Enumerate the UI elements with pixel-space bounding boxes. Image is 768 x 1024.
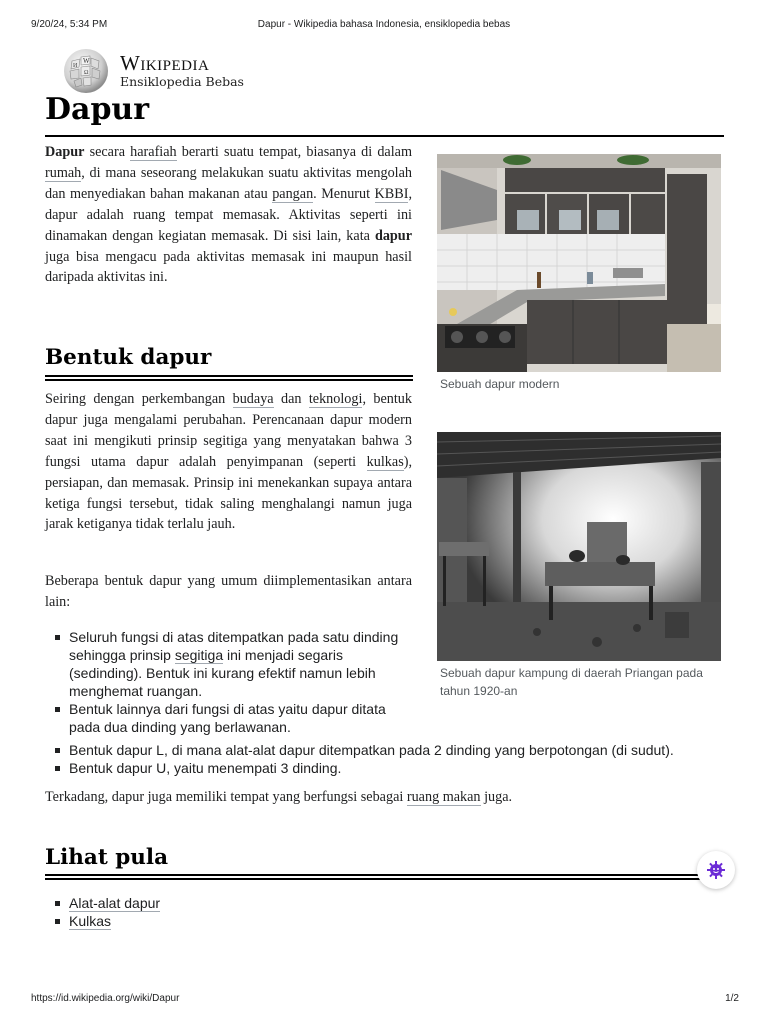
link-kulkas-inline[interactable]: kulkas (366, 453, 404, 470)
figure-caption-modern: Sebuah dapur modern (440, 377, 560, 391)
print-page-title: Dapur - Wikipedia bahasa Indonesia, ensiklopedia bebas (257, 19, 511, 30)
wikipedia-tagline: Ensiklopedia Bebas (120, 74, 244, 89)
appearance-settings-button[interactable] (697, 851, 735, 889)
intro-paragraph: Dapur secara harafiah berarti suatu tempat, biasanya di dalam rumah, di mana seseorang melakukan suatu aktivitas mengolah dan menyediakan bahan makanan atau pangan. Menurut KBBI, dapur adalah ruang tempat memasak. Aktivitas seperti ini dinamakan dengan kegiatan memasak. Di sisi lain, kata dapur juga bisa mengacu pada aktivitas memasak ini maupun hasil daripada aktivitas ini. (45, 144, 412, 286)
title-divider (45, 135, 724, 137)
bentuk-list (69, 628, 409, 736)
section-heading-bentuk-dapur: Bentuk dapur (45, 345, 212, 370)
figure-modern-kitchen (437, 154, 721, 393)
page-title: Dapur (45, 92, 150, 127)
wikipedia-globe-icon (62, 47, 110, 95)
bentuk-paragraph-1: Seiring dengan perkembangan budaya dan teknologi, bentuk dapur juga mengalami perubahan. Perencanaan dapur modern saat ini mengikuti prinsip segitiga yang menyatakan bahwa 3 fungsi utama dapur adalah penyimpanan (seperti kulkas), persiapan, dan memasak. Prinsip ini menekankan supaya antara ketiga fungsi tersebut, tidak saling menghalangi namun juga jarak ketiganya tidak terlalu jauh. (45, 391, 412, 533)
list-item: Bentuk dapur U, yaitu menempati 3 dinding. (69, 759, 739, 777)
print-url: https://id.wikipedia.org/wiki/Dapur (31, 993, 180, 1004)
see-also-item (69, 894, 369, 912)
section-divider-lihat (45, 874, 701, 880)
svg-text:W: W (83, 57, 90, 65)
bentuk-paragraph-3: Terkadang, dapur juga memiliki tempat yang berfungsi sebagai ruang makan juga. (45, 789, 513, 805)
list-item: Seluruh fungsi di atas ditempatkan pada satu dinding sehingga prinsip segitiga ini menjadi segaris (sedinding). Bentuk ini kurang efektif namun lebih menghemat ruangan. (69, 628, 409, 700)
see-also-list (69, 894, 369, 930)
term-bold-2: dapur (374, 227, 412, 244)
link-rumah[interactable]: rumah (45, 164, 82, 181)
settings-gear-icon (706, 860, 726, 880)
print-timestamp: 9/20/24, 5:34 PM (31, 19, 108, 30)
link-teknologi[interactable]: teknologi (308, 391, 363, 407)
see-also-item (69, 912, 369, 930)
list-item: Bentuk lainnya dari fungsi di atas yaitu dapur ditata pada dua dinding yang berlawanan. (69, 700, 409, 736)
print-header (31, 19, 737, 33)
figure-village-kitchen (437, 432, 721, 700)
link-budaya[interactable]: budaya (232, 391, 274, 407)
village-kitchen-image[interactable] (437, 432, 721, 661)
bentuk-list-wide (69, 741, 739, 777)
bentuk-paragraph-2: Beberapa bentuk dapur yang umum diimplementasikan antara lain: (45, 573, 412, 610)
link-ruang-makan[interactable]: ruang makan (406, 789, 481, 805)
print-footer (31, 993, 739, 1007)
section-heading-lihat-pula: Lihat pula (45, 845, 169, 870)
svg-text:Ω: Ω (84, 70, 89, 76)
wikipedia-wordmark: Wikipedia (120, 51, 210, 75)
section-divider-bentuk (45, 375, 413, 381)
wikipedia-logo[interactable] (62, 47, 252, 95)
link-alat-alat-dapur[interactable]: Alat-alat dapur (69, 895, 161, 911)
modern-kitchen-image[interactable] (437, 154, 721, 372)
link-kulkas[interactable]: Kulkas (69, 913, 112, 929)
link-segitiga[interactable]: segitiga (174, 647, 224, 663)
svg-text:И: И (73, 63, 78, 69)
list-item: Bentuk dapur L, di mana alat-alat dapur ditempatkan pada 2 dinding yang berpotongan (di sudut). (69, 741, 739, 759)
print-page-number: 1/2 (725, 993, 739, 1004)
link-pangan[interactable]: pangan (272, 185, 314, 202)
link-kbbi[interactable]: KBBI (374, 185, 409, 202)
term-bold: Dapur (45, 144, 85, 160)
link-harafiah[interactable]: harafiah (130, 144, 177, 160)
figure-caption-village: Sebuah dapur kampung di daerah Priangan pada tahun 1920-an (440, 666, 703, 698)
